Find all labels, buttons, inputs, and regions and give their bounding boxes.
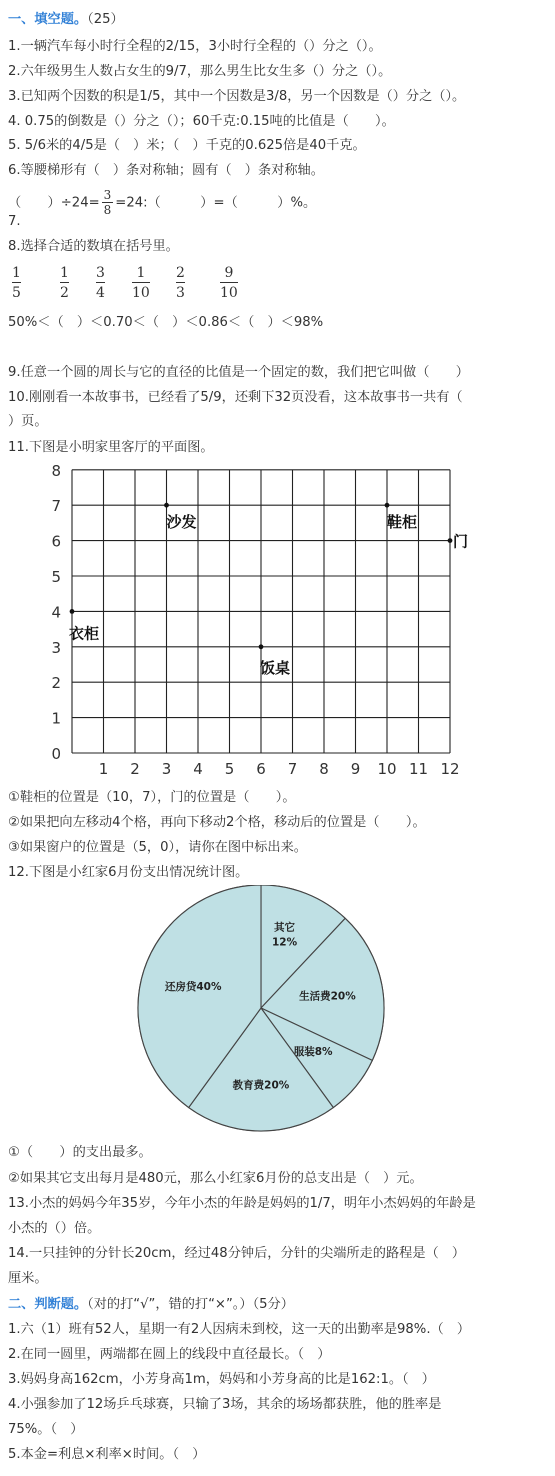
q8-fraction: $\frac{3}{4}$ xyxy=(96,265,105,301)
question-14-line-1: 14.一只挂钟的分针长20cm，经过48分钟后，分针的尖端所走的路程是（ ） xyxy=(8,1246,466,1261)
question-12-sub-1: ①（ ）的支出最多。 xyxy=(8,1145,152,1160)
y-tick-label: 7 xyxy=(51,497,61,516)
question-8-title: 8.选择合适的数填在括号里。 xyxy=(8,239,179,254)
x-tick-label: 3 xyxy=(161,760,172,778)
floor-plan-grid-chart xyxy=(44,458,474,783)
question-12-sub-2: ②如果其它支出每月是480元，那么小红家6月份的总支出是（ ）元。 xyxy=(8,1171,423,1186)
y-tick-label: 8 xyxy=(51,461,61,480)
question-13-line-1: 13.小杰的妈妈今年35岁，今年小杰的年龄是妈妈的1/7，明年小杰妈妈的年龄是 xyxy=(8,1196,476,1211)
question-4: 4. 0.75的倒数是（）分之（）；60千克:0.15吨的比值是（ ）。 xyxy=(8,114,395,129)
y-tick-label: 3 xyxy=(51,638,61,657)
x-tick-label: 6 xyxy=(256,760,266,778)
question-11-sub-1: ①鞋柜的位置是（10，7），门的位置是（ ）。 xyxy=(8,790,296,805)
x-tick-label: 5 xyxy=(224,760,235,778)
question-14-line-2: 厘米。 xyxy=(8,1271,48,1286)
location-label: 饭桌 xyxy=(260,658,291,677)
section-2-instructions: （对的打“√”，错的打“×”。）（5分） xyxy=(87,1297,294,1312)
question-11-sub-2: ②如果把向左移动4个格，再向下移动2个格，移动后的位置是（ ）。 xyxy=(8,815,426,830)
y-tick-label: 5 xyxy=(51,568,61,586)
location-point xyxy=(259,644,264,649)
pie-slice-label: 服装8% xyxy=(293,1046,333,1059)
x-tick-label: 9 xyxy=(350,760,361,778)
q7-suffix: =24:（ ）=（ ）%。 xyxy=(115,195,317,211)
q8-fraction: $\frac{2}{3}$ xyxy=(176,265,185,301)
section-1-heading xyxy=(8,10,124,30)
location-label: 沙发 xyxy=(166,513,197,532)
x-tick-label: 11 xyxy=(408,760,429,778)
question-12-title: 12.下图是小红家6月份支出情况统计图。 xyxy=(8,865,249,880)
location-point xyxy=(70,609,75,614)
question-11-sub-3: ③如果窗户的位置是（5，0），请你在图中标出来。 xyxy=(8,840,307,855)
question-5: 5. 5/6米的4/5是（ ）米；（ ）千克的0.625倍是40千克。 xyxy=(8,138,366,153)
location-label: 门 xyxy=(453,532,469,551)
x-tick-label: 1 xyxy=(98,760,109,778)
question-6: 6.等腰梯形有（ ）条对称轴；圆有（ ）条对称轴。 xyxy=(8,163,324,178)
q8-fraction: $\frac{1}{10}$ xyxy=(132,265,150,301)
location-point xyxy=(164,503,169,508)
location-label: 鞋柜 xyxy=(387,513,418,532)
pie-slice-label: 还房贷40% xyxy=(164,980,222,993)
section-1-score: （25） xyxy=(87,12,124,27)
judge-3: 3.妈妈身高162cm，小芳身高1m，妈妈和小芳身高的比是162:1。（ ） xyxy=(8,1372,435,1387)
x-tick-label: 10 xyxy=(377,760,397,778)
judge-4-line-1: 4.小强参加了12场乒乓球赛，只输了3场，其余的场场都获胜，他的胜率是 xyxy=(8,1397,442,1412)
y-tick-label: 2 xyxy=(51,674,61,693)
question-10-line-1: 10.刚刚看一本故事书，已经看了5/9，还剩下32页没看，这本故事书一共有（ xyxy=(8,390,463,405)
y-tick-label: 1 xyxy=(51,709,61,728)
y-tick-label: 4 xyxy=(51,603,61,622)
section-2-title: 二、判断题。 xyxy=(8,1297,88,1312)
q8-fraction: $\frac{9}{10}$ xyxy=(220,265,238,301)
pie-slice-percent: 12% xyxy=(271,936,298,949)
x-tick-label: 4 xyxy=(193,760,203,778)
question-3: 3.已知两个因数的积是1/5，其中一个因数是3/8，另一个因数是（）分之（）。 xyxy=(8,89,466,104)
q7-fraction-num: 3 xyxy=(103,188,112,202)
x-tick-label: 7 xyxy=(287,760,298,778)
judge-4-line-2: 75%。（ ） xyxy=(8,1422,84,1437)
y-tick-label: 0 xyxy=(51,745,61,763)
section-1-title: 一、填空题。 xyxy=(8,12,88,27)
expense-pie-chart xyxy=(130,885,392,1139)
question-7-equation xyxy=(8,188,316,217)
pie-slice-label: 其它 xyxy=(274,921,296,934)
pie-slice-label: 生活费20% xyxy=(299,990,356,1003)
question-8-compare: 50%＜（ ）＜0.70＜（ ）＜0.86＜（ ）＜98% xyxy=(8,315,324,330)
x-tick-label: 12 xyxy=(440,760,460,778)
y-tick-label: 6 xyxy=(51,532,61,551)
section-2-heading xyxy=(8,1295,294,1315)
question-1: 1.一辆汽车每小时行全程的2/15，3小时行全程的（）分之（）。 xyxy=(8,39,382,54)
q8-fraction: $\frac{1}{2}$ xyxy=(60,265,69,301)
judge-1: 1.六（1）班有52人，星期一有2人因病未到校，这一天的出勤率是98%.（ ） xyxy=(8,1322,471,1337)
location-point xyxy=(448,538,453,543)
q7-fraction xyxy=(102,188,114,217)
location-label: 衣柜 xyxy=(69,624,100,643)
question-13-line-2: 小杰的（）倍。 xyxy=(8,1221,101,1236)
x-tick-label: 8 xyxy=(319,760,329,778)
q7-fraction-den: 8 xyxy=(103,203,112,217)
question-10-line-2: ）页。 xyxy=(8,414,48,429)
question-9: 9.任意一个圆的周长与它的直径的比值是一个固定的数，我们把它叫做（ ） xyxy=(8,365,469,380)
judge-2: 2.在同一圆里，两端都在圆上的线段中直径最长。（ ） xyxy=(8,1347,331,1362)
location-point xyxy=(385,503,390,508)
q8-fraction: $\frac{1}{5}$ xyxy=(12,265,21,301)
question-7-number: 7. xyxy=(8,214,21,229)
question-2: 2.六年级男生人数占女生的9/7，那么男生比女生多（）分之（）。 xyxy=(8,64,392,79)
pie-slice-label: 教育费20% xyxy=(232,1079,290,1092)
judge-5: 5.本金=利息×利率×时间。（ ） xyxy=(8,1447,206,1462)
q7-prefix: （ ）÷24= xyxy=(8,195,100,211)
x-tick-label: 2 xyxy=(130,760,140,778)
question-11-title: 11.下图是小明家里客厅的平面图。 xyxy=(8,440,214,455)
